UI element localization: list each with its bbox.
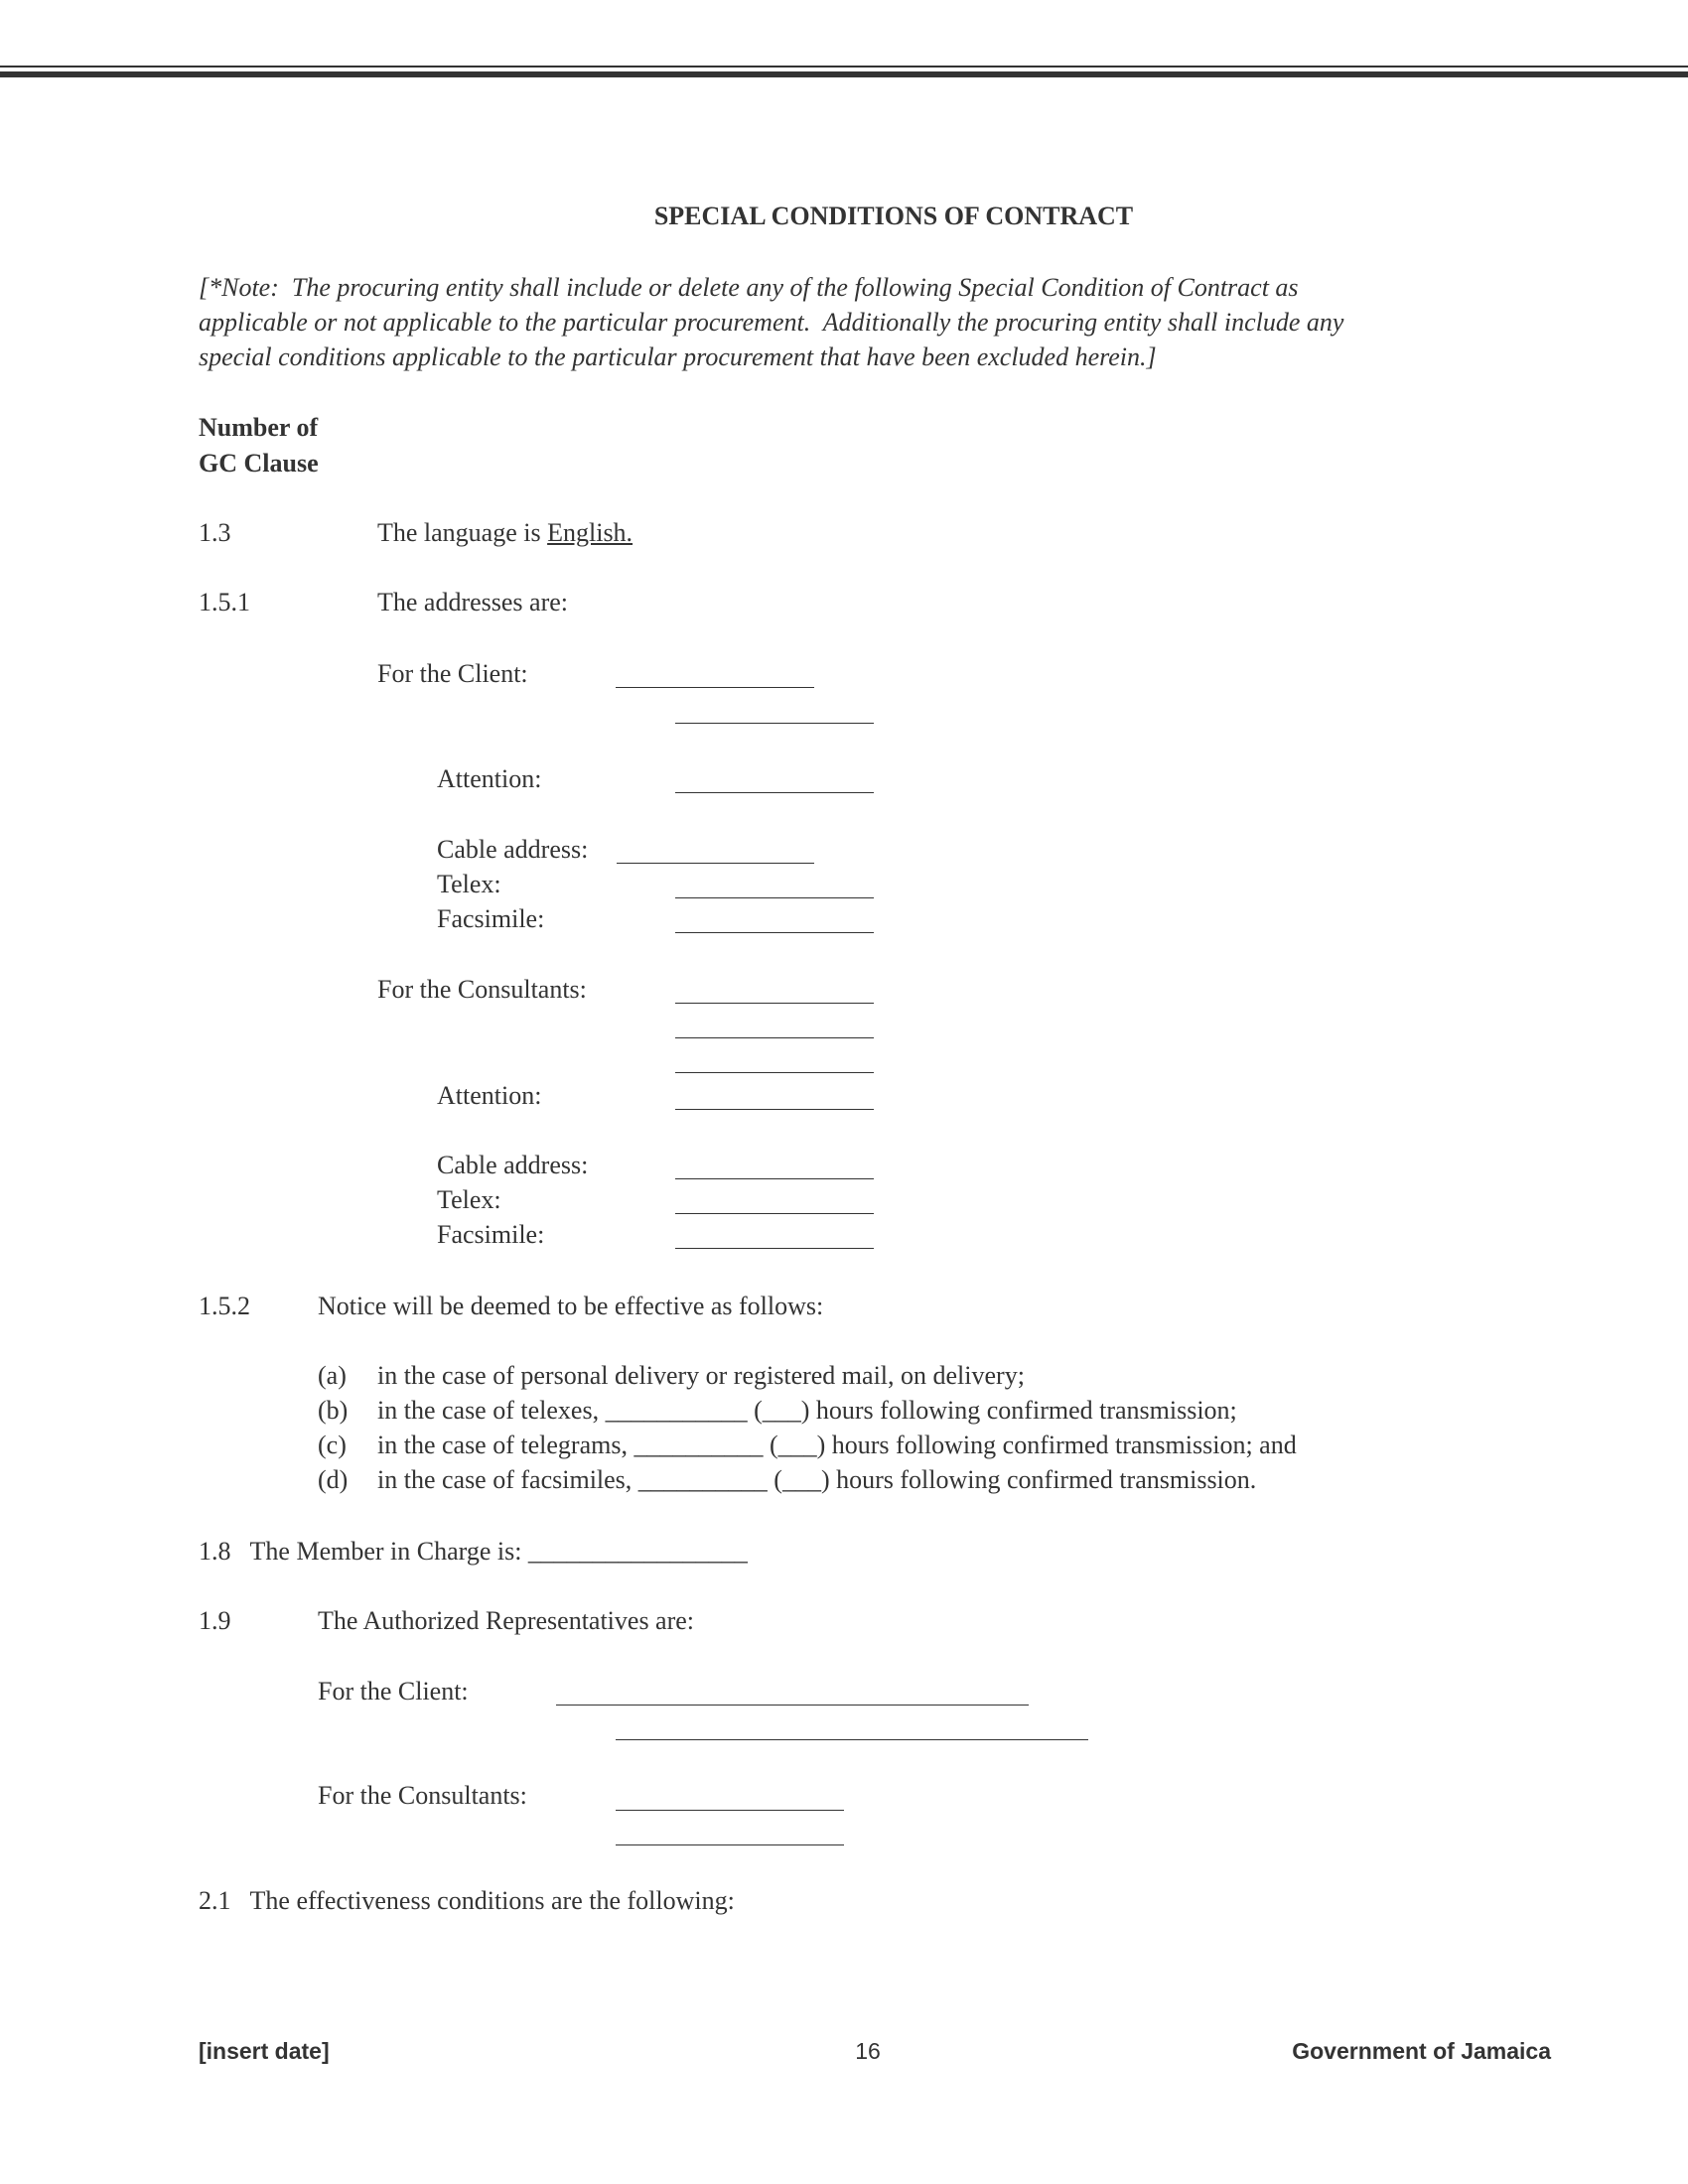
notice-item-c: in the case of telegrams, __________ (___) hours following confirmed transmission; and	[377, 1431, 1297, 1459]
client-address-blank-1[interactable]	[616, 687, 814, 688]
clause-number-1-9: 1.9	[199, 1606, 231, 1635]
client-address-blank-2[interactable]	[675, 723, 874, 724]
client-address-label: For the Client:	[377, 659, 528, 688]
representative-consultants-label: For the Consultants:	[318, 1781, 527, 1810]
consultants-telex-blank[interactable]	[675, 1213, 874, 1214]
consultants-address-blank-1[interactable]	[675, 1003, 874, 1004]
clause-text-1-9: The Authorized Representatives are:	[318, 1606, 695, 1635]
representative-consultants-blank-1[interactable]	[616, 1810, 844, 1811]
clause-2-1: 2.1 The effectiveness conditions are the following:	[199, 1886, 735, 1915]
consultants-address-blank-3[interactable]	[675, 1072, 874, 1073]
clause-number-1-3: 1.3	[199, 518, 231, 547]
notice-item-a: in the case of personal delivery or registered mail, on delivery;	[377, 1361, 1025, 1390]
client-attention-blank[interactable]	[675, 792, 874, 793]
consultants-attention-label: Attention:	[437, 1081, 542, 1110]
client-fax-label: Facsimile:	[437, 904, 545, 933]
representative-client-blank-1[interactable]	[556, 1705, 1029, 1706]
clause-text-1-3	[377, 518, 633, 548]
language-label: The language is	[377, 518, 548, 547]
clause-1-8: 1.8 The Member in Charge is: _________________	[199, 1537, 748, 1566]
column-header-line-2: GC Clause	[199, 449, 319, 478]
clause-text-1-5-2: Notice will be deemed to be effective as follows:	[318, 1292, 824, 1320]
client-cable-blank[interactable]	[617, 863, 814, 864]
note-line-2: applicable or not applicable to the particular procurement. Additionally the procuring entity shall include any	[199, 308, 1344, 337]
consultants-cable-blank[interactable]	[675, 1178, 874, 1179]
note-line-3: special conditions applicable to the particular procurement that have been excluded herein.]	[199, 342, 1157, 371]
notice-item-d: in the case of facsimiles, __________ (___) hours following confirmed transmission.	[377, 1465, 1257, 1494]
header-rule-thick	[0, 71, 1688, 77]
page-number: 16	[855, 2038, 881, 2064]
footer-date: [insert date]	[199, 2038, 330, 2064]
consultants-fax-label: Facsimile:	[437, 1220, 545, 1249]
page-title: SPECIAL CONDITIONS OF CONTRACT	[653, 202, 1134, 230]
representative-client-label: For the Client:	[318, 1677, 469, 1706]
client-cable-label: Cable address:	[437, 835, 589, 864]
representative-client-blank-2[interactable]	[616, 1739, 1088, 1740]
header-rule-thin	[0, 66, 1688, 68]
clause-number-1-5-2: 1.5.2	[199, 1292, 250, 1320]
consultants-fax-blank[interactable]	[675, 1248, 874, 1249]
client-telex-label: Telex:	[437, 870, 501, 898]
client-attention-label: Attention:	[437, 764, 542, 793]
clause-number-1-5-1: 1.5.1	[199, 588, 250, 616]
notice-item-c-mark: (c)	[318, 1431, 347, 1459]
client-telex-blank[interactable]	[675, 897, 874, 898]
consultants-address-blank-2[interactable]	[675, 1037, 874, 1038]
consultants-telex-label: Telex:	[437, 1185, 501, 1214]
language-value: English.	[547, 518, 633, 547]
notice-item-b: in the case of telexes, ___________ (___) hours following confirmed transmission;	[377, 1396, 1237, 1425]
notice-item-a-mark: (a)	[318, 1361, 347, 1390]
representative-consultants-blank-2[interactable]	[616, 1844, 844, 1845]
note-line-1: [*Note: The procuring entity shall include or delete any of the following Special Condition of Contract as	[199, 273, 1299, 302]
clause-text-1-5-1: The addresses are:	[377, 588, 569, 616]
notice-item-b-mark: (b)	[318, 1396, 349, 1425]
consultants-cable-label: Cable address:	[437, 1151, 589, 1179]
consultants-address-label: For the Consultants:	[377, 975, 587, 1004]
consultants-attention-blank[interactable]	[675, 1109, 874, 1110]
footer-organization: Government of Jamaica	[1292, 2038, 1551, 2064]
notice-item-d-mark: (d)	[318, 1465, 349, 1494]
column-header-line-1: Number of	[199, 413, 319, 442]
client-fax-blank[interactable]	[675, 932, 874, 933]
